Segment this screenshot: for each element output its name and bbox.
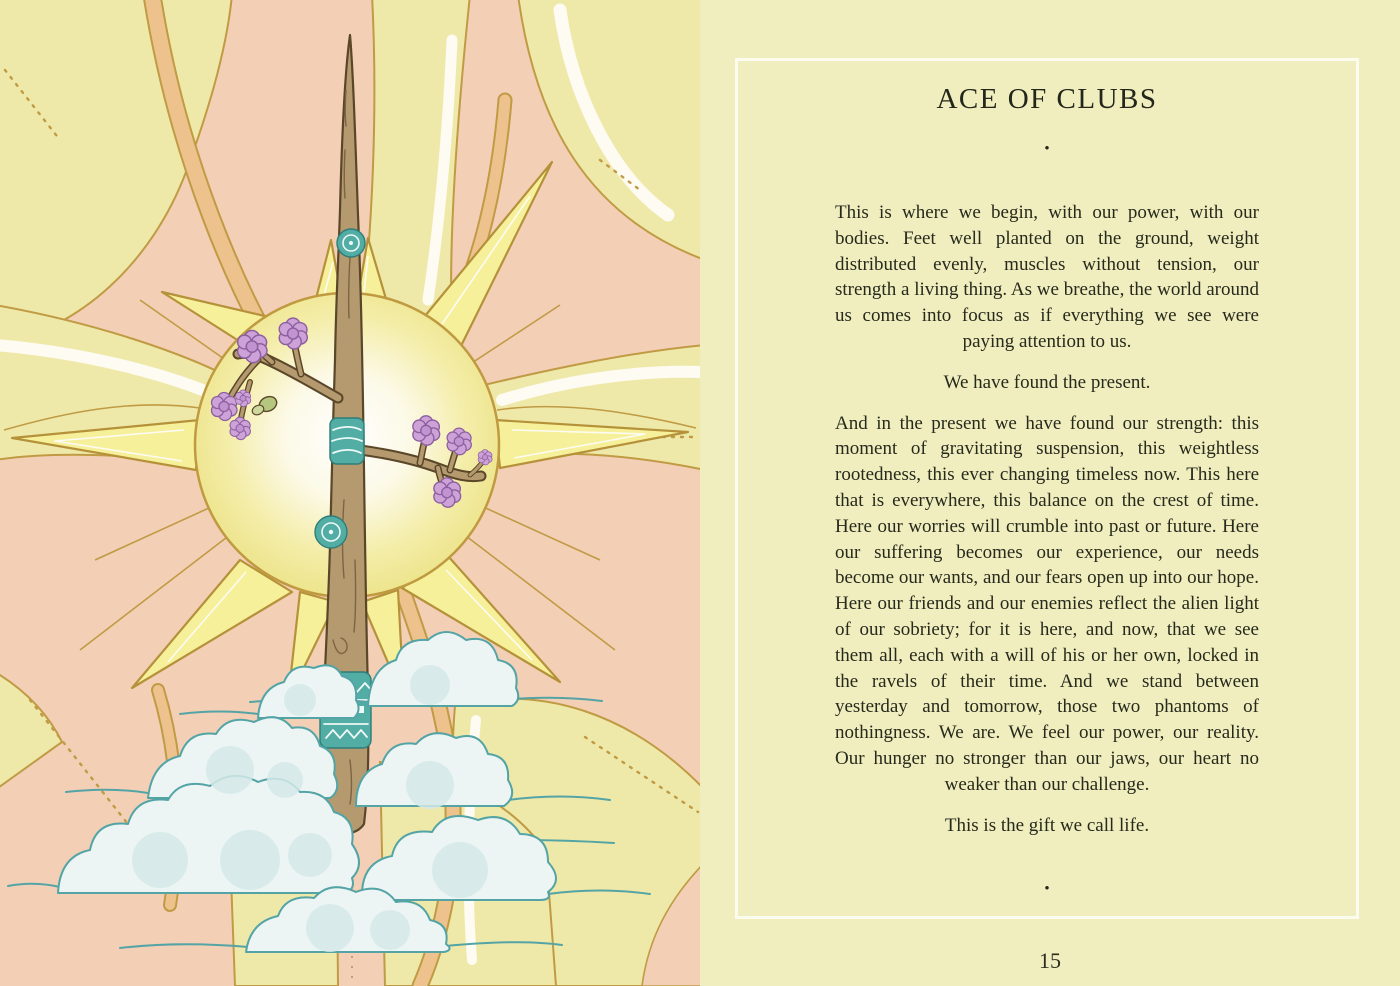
- page-number: 15: [1039, 948, 1061, 973]
- right-page: [700, 0, 1400, 986]
- body-paragraph-2: We have found the present.: [943, 371, 1151, 393]
- separator-dot-top: •: [1044, 141, 1050, 157]
- text-frame: [735, 58, 1359, 919]
- body-paragraph-1: This is where we begin, with our power, with our bodies. Feet well planted on the ground, weight distributed evenly, muscles without tension, our strength a living thing. As we breathe, the world around us comes into focus as if everything we see were paying attention to us.: [835, 202, 1259, 352]
- body-paragraph-4: This is the gift we call life.: [944, 814, 1150, 836]
- page-title: ACE OF CLUBS: [936, 83, 1158, 115]
- separator-dot-bottom: •: [1044, 881, 1050, 898]
- body-paragraph-3: And in the present we have found our strength: this moment of gravitating suspension, this weightless rootedness, this ever changing timeless now. This here that is everywhere, this balance on the crest of time. Here our worries will crumble into past or future. Here our suffering becomes our experience, our needs become our wants, and our fears open up into our hope. Here our friends and our enemies reflect the alien light of our sobriety; for it is here, and now, that we see them all, each with a will of his or her own, locked in the ravels of their time. And we stand between yesterday and tomorrow, those two phantoms of nothingness. We are. We feel our power, our reality. Our hunger no stronger than our jaws, our heart no weaker than our challenge.: [835, 412, 1259, 795]
